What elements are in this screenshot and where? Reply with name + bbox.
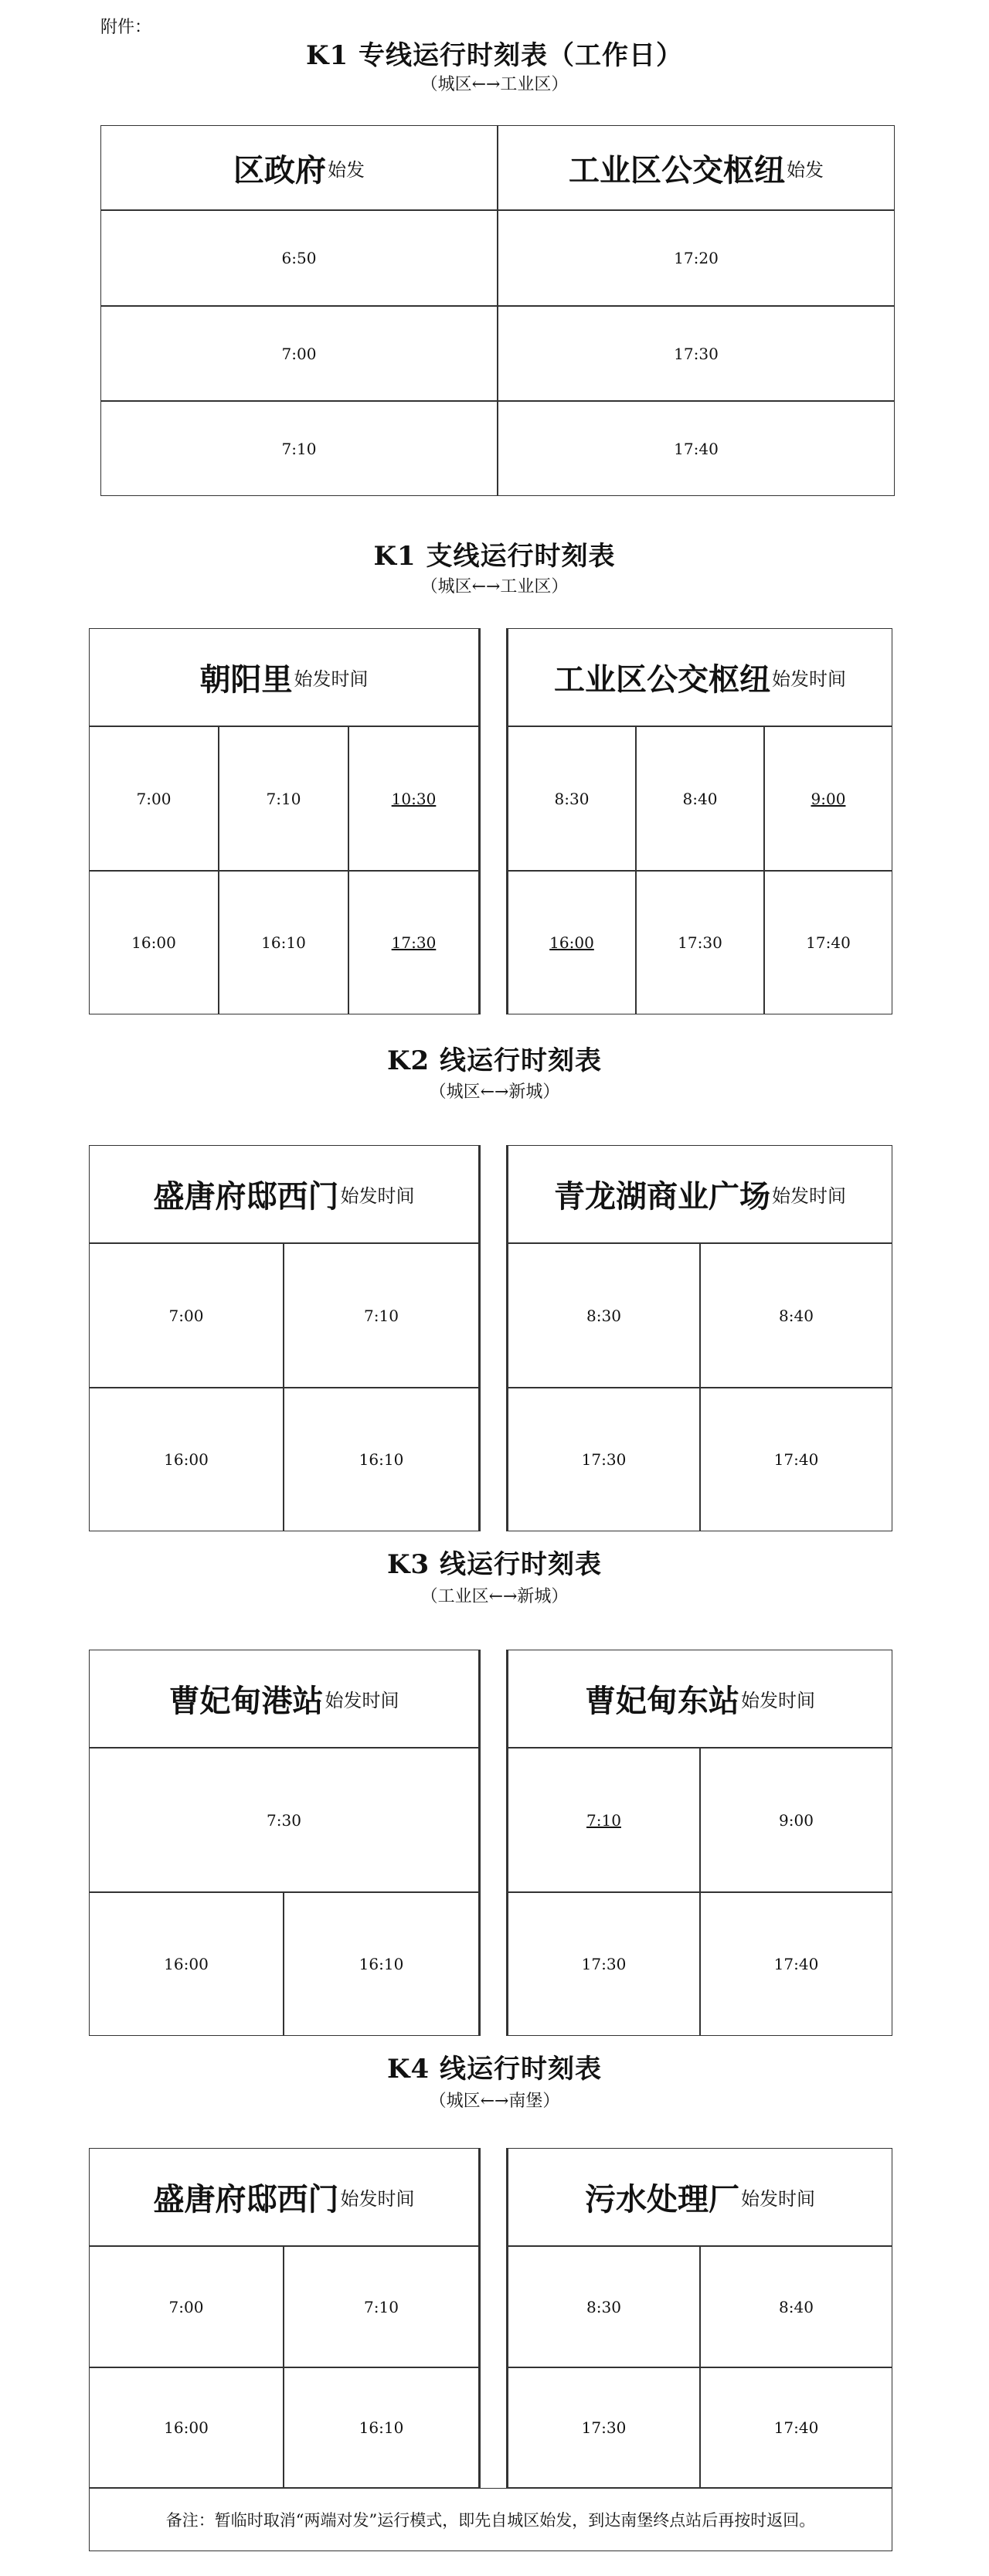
column-divider	[479, 1145, 508, 1531]
time-cell: 7:10	[100, 401, 498, 496]
header-suffix: 始发	[328, 158, 365, 181]
k2-subtitle: （城区←→新城）	[429, 1082, 560, 1102]
column-divider	[479, 1650, 508, 2036]
station-name: 盛唐府邸西门	[153, 1179, 339, 1215]
k1-branch-right-header	[508, 628, 892, 726]
time-cell: 8:30	[508, 726, 636, 871]
k2-title: K2 线运行时刻表	[386, 1045, 603, 1076]
time-cell: 17:20	[498, 210, 895, 306]
time-cell: 9:00	[700, 1748, 892, 1892]
header-suffix: 始发时间	[294, 668, 369, 690]
k2-right-header	[508, 1145, 892, 1243]
time-cell: 16:00	[89, 1892, 284, 2036]
k1-branch-left-header	[89, 628, 479, 726]
time-cell: 16:10	[219, 871, 348, 1014]
time-cell: 7:30	[89, 1748, 479, 1892]
time-cell: 8:40	[700, 2246, 892, 2367]
header-suffix: 始发时间	[741, 2188, 815, 2210]
time-cell: 16:00	[89, 1388, 284, 1531]
time-cell: 7:00	[89, 1243, 284, 1388]
time-cell: 7:10	[219, 726, 348, 871]
time-cell: 16:10	[284, 1892, 479, 2036]
time-cell: 7:00	[100, 306, 498, 401]
time-text: 9:00	[811, 789, 846, 808]
k1-express-title: K1 专线运行时刻表（工作日）	[305, 40, 684, 71]
time-cell: 8:40	[636, 726, 764, 871]
k4-subtitle: （城区←→南堡）	[429, 2092, 560, 2111]
header-suffix: 始发时间	[340, 1185, 415, 1207]
station-name: 区政府	[233, 152, 326, 189]
attachment-label: 附件：	[100, 18, 152, 37]
column-divider	[479, 628, 508, 1014]
header-suffix: 始发时间	[772, 1185, 846, 1207]
k1-branch-subtitle: （城区←→工业区）	[420, 577, 569, 596]
k2-left-header	[89, 1145, 479, 1243]
time-cell: 17:30	[508, 1388, 700, 1531]
header-suffix: 始发时间	[772, 668, 846, 690]
header-suffix: 始发时间	[741, 1690, 815, 1711]
station-name: 工业区公交枢纽	[569, 152, 785, 189]
station-name: 青龙湖商业广场	[554, 1179, 770, 1215]
time-cell: 17:40	[700, 1388, 892, 1531]
k3-subtitle: （工业区←→新城）	[420, 1587, 569, 1606]
time-cell: 16:00	[89, 2367, 284, 2488]
time-cell: 8:40	[700, 1243, 892, 1388]
k4-left-header	[89, 2148, 479, 2246]
k4-right-header	[508, 2148, 892, 2246]
time-text: 10:30	[391, 789, 437, 808]
k1-express-subtitle: （城区←→工业区）	[420, 75, 569, 94]
time-cell: 8:30	[508, 1243, 700, 1388]
header-suffix: 始发时间	[325, 1690, 399, 1711]
time-text: 7:10	[586, 1810, 621, 1830]
station-name: 污水处理厂	[585, 2182, 739, 2217]
time-cell: 17:30	[636, 871, 764, 1014]
time-cell	[348, 871, 479, 1014]
k4-title: K4 线运行时刻表	[386, 2054, 603, 2085]
time-cell: 16:10	[284, 1388, 479, 1531]
k1-express-right-header	[498, 125, 895, 210]
station-name: 曹妃甸港站	[168, 1684, 324, 1719]
k4-table	[89, 2148, 892, 2551]
time-cell: 7:00	[89, 2246, 284, 2367]
time-cell: 7:10	[284, 2246, 479, 2367]
k3-left-header	[89, 1650, 479, 1748]
time-cell: 17:40	[700, 2367, 892, 2488]
header-suffix: 始发时间	[340, 2188, 415, 2210]
time-cell: 16:10	[284, 2367, 479, 2488]
time-cell	[508, 1748, 700, 1892]
time-cell: 16:00	[89, 871, 219, 1014]
k1-express-table	[100, 125, 895, 496]
time-text: 16:00	[549, 933, 594, 952]
k2-table	[89, 1145, 892, 1531]
k3-table	[89, 1650, 892, 2036]
station-name: 朝阳里	[199, 662, 293, 698]
k1-branch-table	[89, 628, 892, 1014]
k3-right-header	[508, 1650, 892, 1748]
time-cell: 17:30	[498, 306, 895, 401]
column-divider	[479, 2148, 508, 2488]
time-cell: 17:30	[508, 2367, 700, 2488]
time-cell: 7:00	[89, 726, 219, 871]
k3-title: K3 线运行时刻表	[386, 1549, 603, 1580]
time-text: 17:30	[391, 933, 437, 952]
time-cell: 6:50	[100, 210, 498, 306]
station-name: 盛唐府邸西门	[153, 2182, 339, 2217]
k1-branch-title: K1 支线运行时刻表	[373, 541, 616, 572]
station-name: 工业区公交枢纽	[554, 662, 770, 698]
k1-express-left-header	[100, 125, 498, 210]
time-cell	[348, 726, 479, 871]
time-cell	[764, 726, 892, 871]
time-cell: 17:40	[764, 871, 892, 1014]
time-cell: 7:10	[284, 1243, 479, 1388]
k4-note: 备注：暂临时取消“两端对发”运行模式，即先自城区始发，到达南堡终点站后再按时返回。	[89, 2488, 892, 2551]
time-cell: 17:40	[498, 401, 895, 496]
header-suffix: 始发	[787, 158, 824, 181]
time-cell	[508, 871, 636, 1014]
time-cell: 17:30	[508, 1892, 700, 2036]
station-name: 曹妃甸东站	[585, 1684, 739, 1719]
time-cell: 17:40	[700, 1892, 892, 2036]
time-cell: 8:30	[508, 2246, 700, 2367]
